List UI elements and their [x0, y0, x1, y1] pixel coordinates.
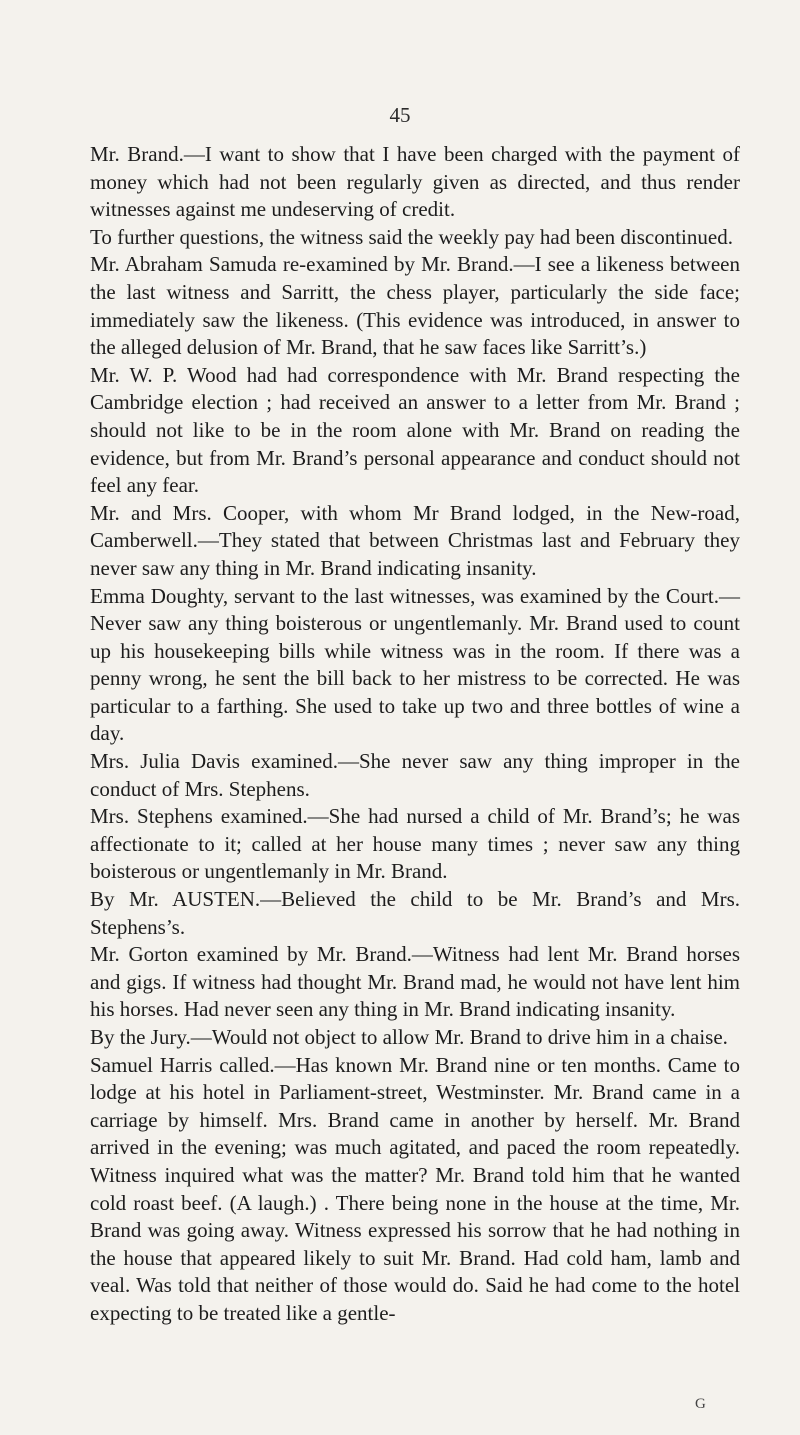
paragraph: By the Jury.—Would not object to allow Mr. Brand to drive him in a chaise. — [90, 1025, 728, 1049]
paragraph: To further questions, the witness said the weekly pay had been discontinued. — [90, 224, 733, 249]
body-text — [90, 141, 740, 1328]
paragraph: Mrs. Stephens examined.—She had nursed a child of Mr. Brand’s; he was affectionate to it; called at her house many times ; never saw any thing boisterous or ungentlemanly in Mr. Brand. — [90, 804, 740, 884]
page-number: 45 — [389, 103, 411, 127]
paragraph: Samuel Harris called.—Has known Mr. Brand nine or ten months. Came to lodge at his hotel in Parliament-street, Westminster. Mr. Brand came in a carriage by himself. Mrs. Brand came in another by herself. Mr. Brand arrived in the evening; was much agitated, and paced the room repeatedly. Witness inquired what was the matter? Mr. Brand told him that he wanted cold roast beef. (A laugh.) . There being none in the house at the time, Mr. Brand was going away. Witness expressed his sorrow that he had nothing in the house that appeared likely to suit Mr. Brand. Had cold ham, lamb and veal. Was told that neither of those would do. Said he had come to the hotel expecting to be treated like a gentle- — [90, 1052, 740, 1325]
catchword: G — [695, 1396, 706, 1412]
paragraph: Mrs. Julia Davis examined.—She never saw any thing improper in the conduct of Mrs. Stephens. — [90, 749, 740, 801]
paragraph: Mr. Abraham Samuda re-examined by Mr. Brand.—I see a likeness between the last witness and Sarritt, the chess player, particularly the side face; immediately saw the likeness. (This evidence was introduced, in answer to the alleged delusion of Mr. Brand, that he saw faces like Sarritt’s.) — [90, 252, 740, 360]
paragraph: Mr. Gorton examined by Mr. Brand.—Witness had lent Mr. Brand horses and gigs. If witness had thought Mr. Brand mad, he would not have lent him his horses. Had never seen any thing in Mr. Brand indicating insanity. — [90, 942, 740, 1022]
paragraph: Mr. Brand.—I want to show that I have been charged with the payment of money which had not been regularly given as directed, and thus render witnesses against me undeserving of credit. — [90, 142, 740, 222]
paragraph: Emma Doughty, servant to the last witnesses, was examined by the Court.—Never saw any thing boisterous or ungentlemanly. Mr. Brand used to count up his housekeeping bills while witness was in the room. If there was a penny wrong, he sent the bill back to her mistress to be corrected. He was particular to a farthing. She used to take up two and three bottles of wine a day. — [90, 583, 740, 746]
paragraph: Mr. W. P. Wood had had correspondence with Mr. Brand respecting the Cambridge election ; had received an answer to a letter from Mr. Brand ; should not like to be in the room alone with Mr. Brand on reading the evidence, but from Mr. Brand’s personal appearance and conduct should not feel any fear. — [90, 362, 740, 498]
paragraph: Mr. and Mrs. Cooper, with whom Mr Brand lodged, in the New-road, Camberwell.—They stated that between Christmas last and February they never saw any thing in Mr. Brand indicating insanity. — [90, 500, 740, 580]
paragraph: By Mr. AUSTEN.—Believed the child to be Mr. Brand’s and Mrs. Stephens’s. — [90, 887, 740, 939]
